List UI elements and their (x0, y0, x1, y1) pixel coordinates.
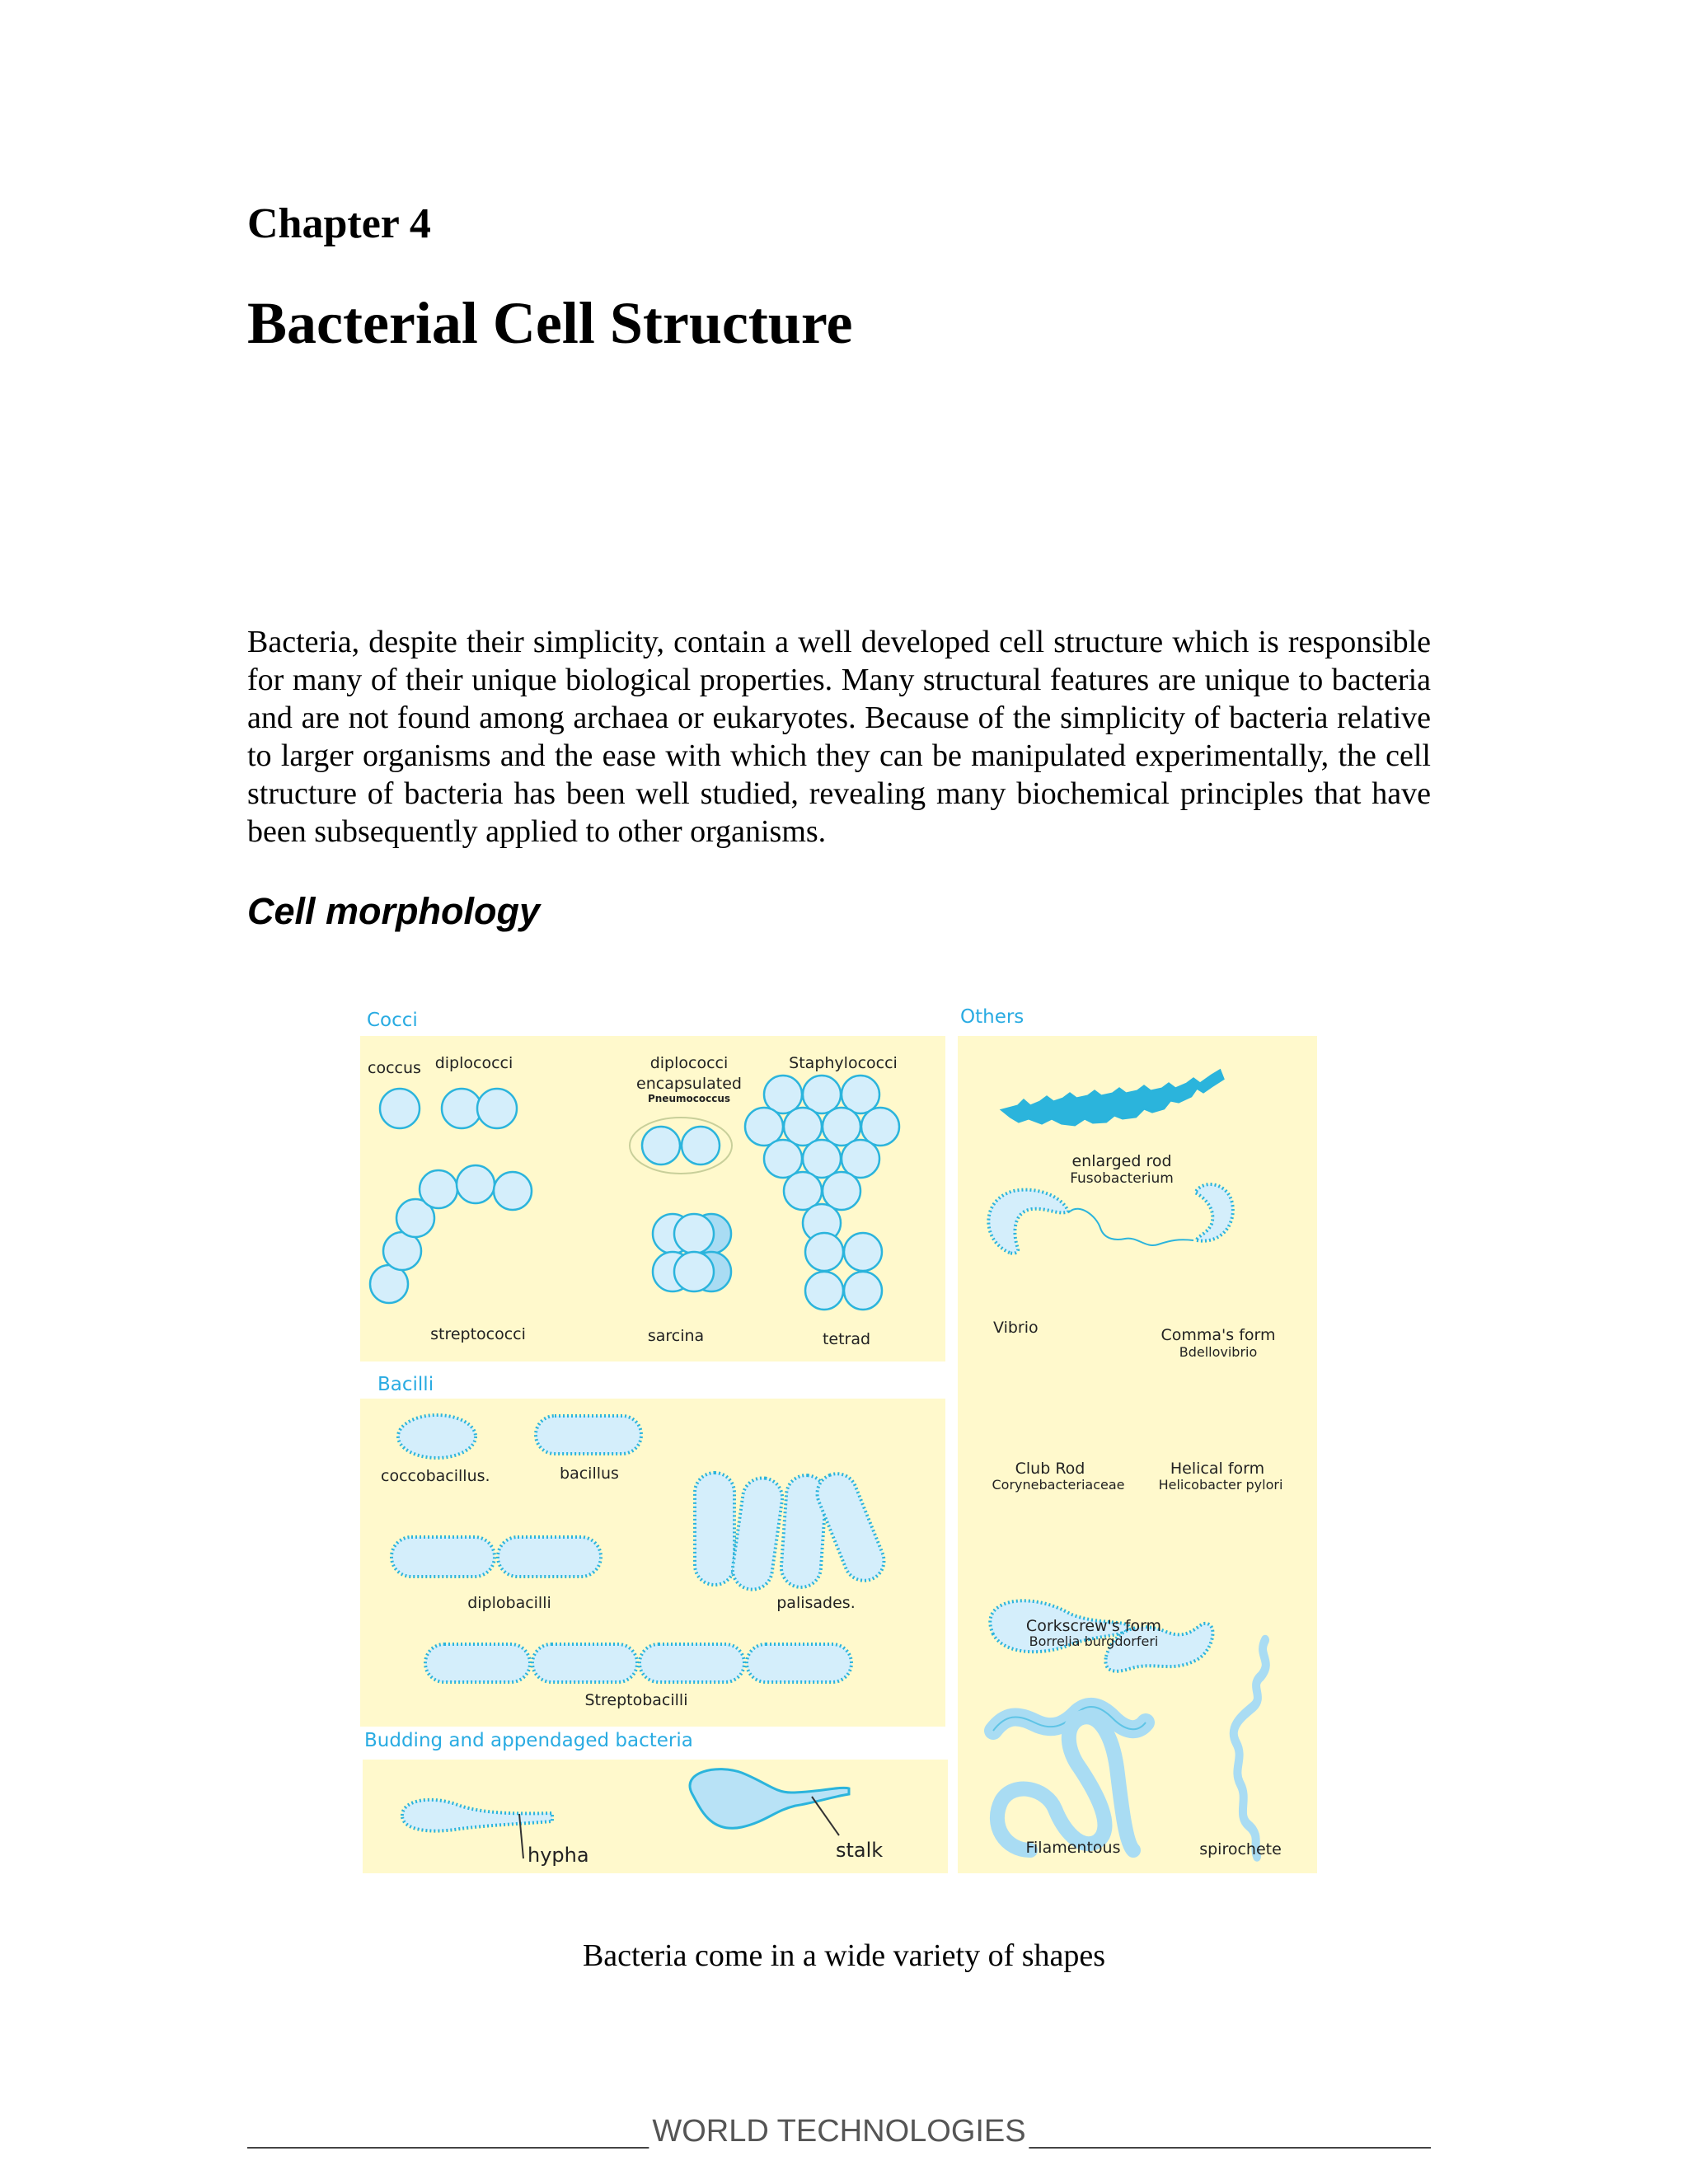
label-vibrio: Vibrio (993, 1319, 1039, 1337)
streptobacilli-cell (640, 1644, 744, 1682)
label-diplococci-encapsulated-1: diplococci (649, 1054, 729, 1072)
budding-heading: Budding and appendaged bacteria (364, 1730, 693, 1751)
label-diplococci-encapsulated-2: encapsulated (636, 1075, 742, 1093)
label-pneumococcus: Pneumococcus (647, 1093, 731, 1104)
label-corynebacteriaceae: Corynebacteriaceae (992, 1477, 1125, 1493)
label-spirochete: spirochete (1199, 1840, 1282, 1858)
label-diplobacilli: diplobacilli (467, 1594, 551, 1612)
pneumococcus-cell (642, 1127, 680, 1165)
bacillus-cell (536, 1416, 641, 1454)
coccus-cell (380, 1089, 420, 1128)
label-streptococci: streptococci (430, 1325, 526, 1343)
footer-label: WORLD TECHNOLOGIES (649, 2111, 1029, 2151)
label-coccus: coccus (368, 1059, 421, 1077)
label-hypha: hypha (528, 1844, 589, 1867)
diplobacilli-cell (498, 1537, 601, 1577)
label-fusobacterium: Fusobacterium (1070, 1170, 1174, 1187)
tetrad-cell (805, 1272, 843, 1310)
palisades-cell (695, 1473, 734, 1585)
sarcina-cell (674, 1214, 714, 1254)
tetrad-cell (844, 1233, 882, 1271)
label-helical-form: Helical form (1170, 1460, 1265, 1478)
tetrad-cell (844, 1272, 882, 1310)
label-commas-form: Comma's form (1160, 1326, 1276, 1344)
bacilli-heading: Bacilli (377, 1374, 434, 1395)
sarcina-cell (674, 1252, 714, 1291)
streptococci-cell (420, 1170, 457, 1208)
label-diplococci: diplococci (434, 1054, 513, 1072)
intro-paragraph: Bacteria, despite their simplicity, contain a well developed cell structure which is responsible for many of their unique biological properties. Many structural features are unique to bacteria and are not found among archaea or eukaryotes. Because of the simplicity of bacteria relative to larger organisms and the ease with which they can be manipulated experimentally, the cell structure of bacteria has been well studied, revealing many biochemical principles that have been subsequently applied to other organisms. (247, 625, 1431, 849)
bacteria-shapes-figure (354, 977, 1324, 1877)
streptobacilli-cell (425, 1644, 530, 1682)
pneumococcus-cell (682, 1127, 720, 1165)
label-enlarged-rod: enlarged rod (1071, 1152, 1172, 1170)
chapter-label: Chapter 4 (247, 200, 431, 247)
diplobacilli-cell (392, 1537, 495, 1577)
streptococci-cell (457, 1165, 495, 1203)
page-footer (247, 2111, 1431, 2153)
label-coccobacillus: coccobacillus. (381, 1467, 490, 1485)
others-heading: Others (960, 1006, 1025, 1028)
streptobacilli-cell (747, 1644, 851, 1682)
section-heading: Cell morphology (247, 890, 541, 932)
label-filamentous: Filamentous (1025, 1839, 1121, 1857)
label-tetrad: tetrad (822, 1330, 871, 1348)
figure-caption: Bacteria come in a wide variety of shapes (582, 1938, 1106, 1973)
label-club-rod: Club Rod (1015, 1460, 1085, 1478)
label-corkscrews-form: Corkscrew's form (1025, 1617, 1162, 1635)
diplococci-cell (477, 1089, 517, 1128)
label-stalk: stalk (836, 1839, 884, 1862)
label-borrelia: Borrelia burgdorferi (1029, 1633, 1159, 1649)
label-bdellovibrio: Bdellovibrio (1179, 1344, 1258, 1360)
label-sarcina: sarcina (647, 1327, 705, 1345)
streptobacilli-cell (532, 1644, 637, 1682)
label-staphylococci: Staphylococci (789, 1054, 898, 1072)
label-streptobacilli: Streptobacilli (584, 1691, 688, 1709)
chapter-title: Bacterial Cell Structure (247, 290, 853, 356)
cocci-heading: Cocci (367, 1010, 418, 1031)
label-palisades: palisades. (776, 1594, 856, 1612)
streptococci-cell (494, 1172, 532, 1210)
label-helicobacter: Helicobacter pylori (1158, 1477, 1283, 1493)
diplococci-cell (442, 1089, 481, 1128)
label-bacillus: bacillus (560, 1465, 619, 1483)
coccobacillus-cell (398, 1415, 476, 1458)
tetrad-cell (805, 1233, 843, 1271)
